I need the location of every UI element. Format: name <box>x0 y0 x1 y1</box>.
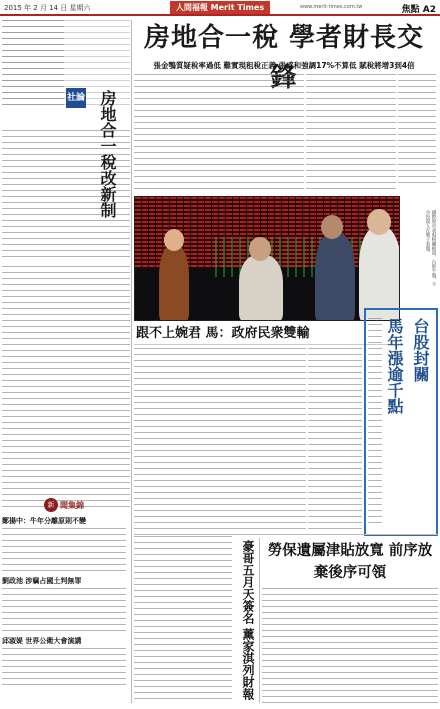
site-url: www.merit-times.com.tw <box>300 4 363 10</box>
story5-body <box>134 536 232 703</box>
investor-head <box>321 215 343 239</box>
main-body-edge <box>398 74 436 184</box>
main-body-right <box>306 74 396 194</box>
investor-figure <box>359 227 400 321</box>
news-brief-label: 聞集錦 <box>60 501 84 510</box>
investor-figure <box>239 255 283 321</box>
story2-body <box>134 348 306 530</box>
masthead <box>0 0 440 16</box>
editorial-body-lower <box>2 266 130 512</box>
investor-head <box>164 229 184 251</box>
market-close-body <box>368 318 382 528</box>
investor-head <box>249 237 271 261</box>
news-brief-badge: 新 <box>44 498 58 512</box>
brief-item-body <box>2 528 126 572</box>
brief-item-title: 邱淑媞 世界公衛大會演講 <box>2 637 82 645</box>
story5-headline: 豪哥五月天簽名 薰家淇列財報 <box>241 540 255 701</box>
brief-item-body <box>2 648 126 688</box>
stock-market-photo <box>134 196 400 321</box>
investor-figure <box>315 233 355 321</box>
editorial-title: 房地合一稅改新制 <box>98 90 117 218</box>
photo-caption: 國際股市表現相繼疲弱，台股午盤，不少投資人在號子看盤。 <box>425 210 436 287</box>
story2-headline: 跟不上婉君 馬：政府民衆雙輸 <box>134 323 400 345</box>
story4-body <box>262 588 438 703</box>
brief-item-title: 劉政池 涉竊占國土判無罪 <box>2 577 82 585</box>
editorial-tag: 社論 <box>66 88 86 108</box>
market-close-box <box>364 308 438 536</box>
story4-headline: 勞保遺屬津貼放寬 前序放棄後序可領 <box>267 543 433 581</box>
main-headline: 房地合一稅 學者財長交鋒 <box>143 23 425 93</box>
issue-date: 2015 年 2 月 14 日 星期六 <box>4 4 91 12</box>
section-divider <box>134 534 438 535</box>
newspaper-logo: 人間福報 Merit Times <box>170 1 270 14</box>
investor-head <box>367 209 391 235</box>
brief-item-title: 鄭揚中：牛年分離原則不變 <box>2 517 86 525</box>
market-close-title: 台股封關 <box>411 318 430 382</box>
main-subhead: 張金鶚質疑稅率過低 難實現租稅正義 張盛和強調17%不算低 賦稅將增3到4倍 <box>153 61 415 70</box>
news-brief-header <box>0 498 128 512</box>
main-body-left <box>134 74 304 194</box>
brief-item-body <box>2 588 126 632</box>
section-label: 焦點 A2 <box>401 5 436 15</box>
column-divider <box>131 20 132 703</box>
column-divider <box>259 538 260 703</box>
story2-body-side <box>308 348 362 530</box>
investor-figure <box>159 245 189 321</box>
news-brief <box>0 498 128 692</box>
market-close-subtitle: 馬年漲逾千點 <box>385 318 404 414</box>
